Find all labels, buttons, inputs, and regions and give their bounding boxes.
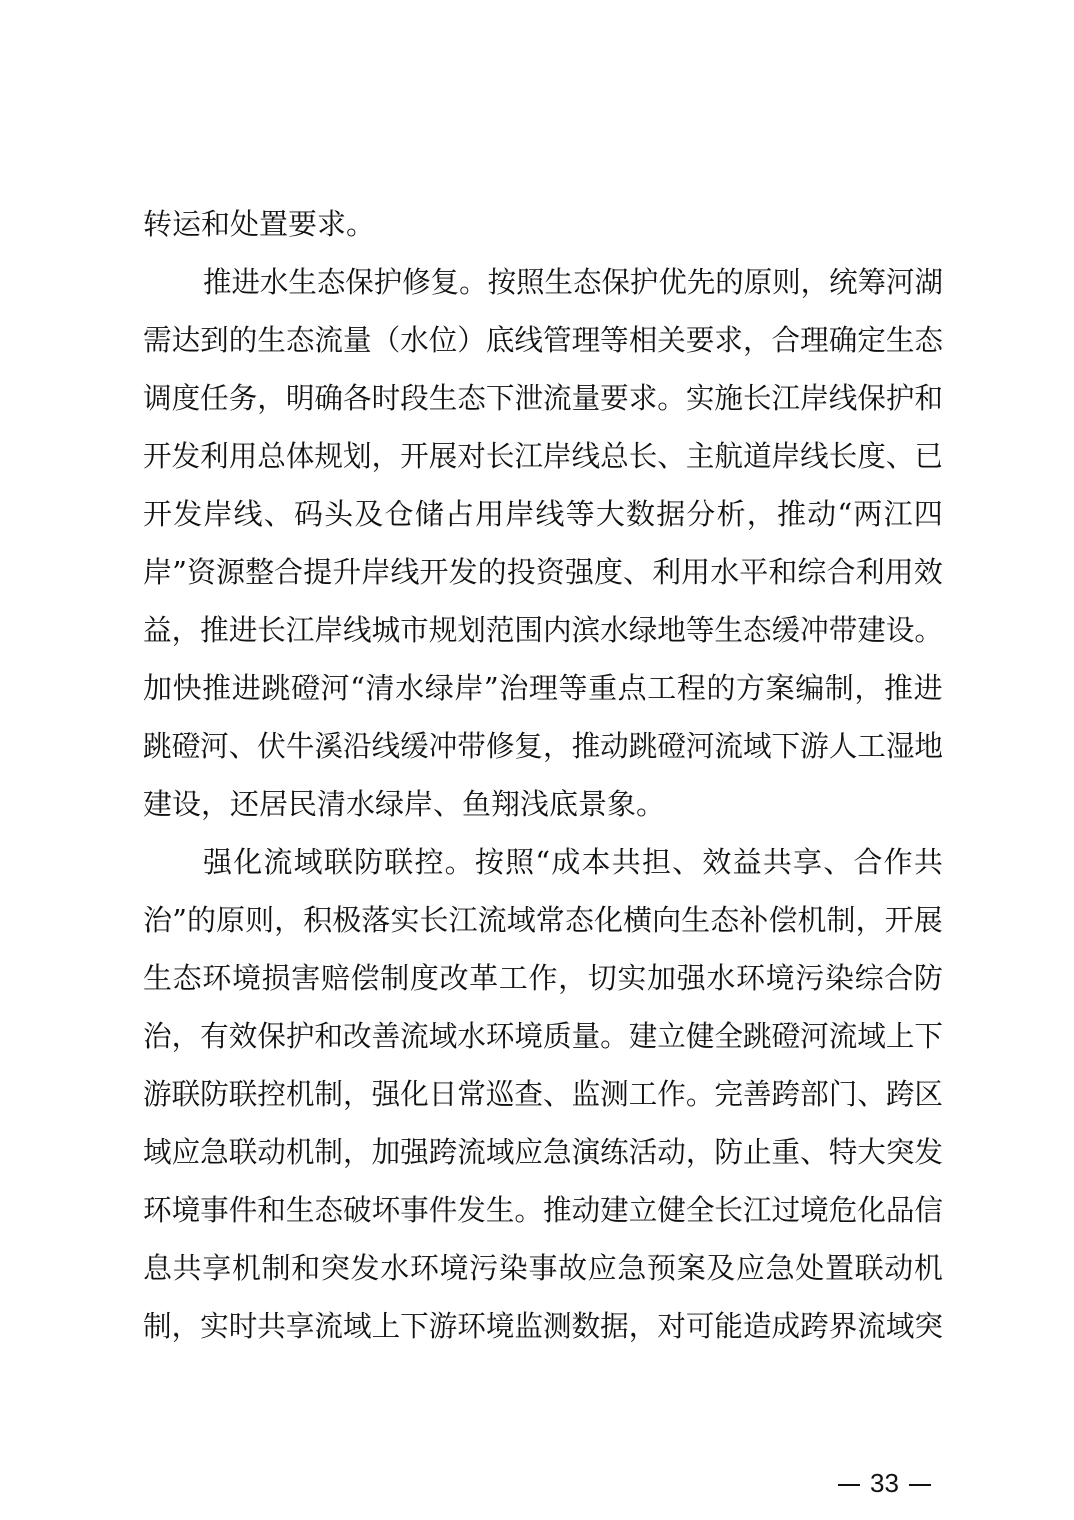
text-line: 开发岸线、码头及仓储占用岸线等大数据分析，推动“两江四 bbox=[143, 497, 944, 531]
page-number-dash-right bbox=[909, 1484, 931, 1486]
page-number-dash-left bbox=[838, 1484, 860, 1486]
text-line: 治，有效保护和改善流域水环境质量。建立健全跳磴河流域上下 bbox=[143, 1019, 943, 1053]
text-line: 调度任务，明确各时段生态下泄流量要求。实施长江岸线保护和 bbox=[143, 381, 943, 415]
text-line: 开发利用总体规划，开展对长江岸线总长、主航道岸线长度、已 bbox=[143, 439, 943, 473]
text-line: 岸”资源整合提升岸线开发的投资强度、利用水平和综合利用效 bbox=[143, 555, 943, 589]
text-line: 加快推进跳磴河“清水绿岸”治理等重点工程的方案编制，推进 bbox=[143, 671, 944, 705]
text-line: 域应急联动机制，加强跨流域应急演练活动，防止重、特大突发 bbox=[143, 1135, 943, 1169]
page-number bbox=[838, 1463, 948, 1503]
text-line: 转运和处置要求。 bbox=[143, 207, 376, 241]
text-line: 息共享机制和突发水环境污染事故应急预案及应急处置联动机 bbox=[143, 1251, 944, 1285]
section-heading-line: 强化流域联防联控。按照“成本共担、效益共享、合作共 bbox=[203, 845, 945, 879]
page-number-value: 33 bbox=[870, 1468, 899, 1498]
text-line: 治”的原则，积极落实长江流域常态化横向生态补偿机制，开展 bbox=[143, 903, 943, 937]
text-line: 需达到的生态流量（水位）底线管理等相关要求，合理确定生态 bbox=[143, 323, 943, 357]
text-line: 环境事件和生态破坏事件发生。推动建立健全长江过境危化品信 bbox=[143, 1193, 943, 1227]
text-line: 游联防联控机制，强化日常巡查、监测工作。完善跨部门、跨区 bbox=[143, 1077, 943, 1111]
section-heading-line: 推进水生态保护修复。按照生态保护优先的原则，统筹河湖 bbox=[203, 265, 943, 299]
text-line: 生态环境损害赔偿制度改革工作，切实加强水环境污染综合防 bbox=[143, 961, 944, 995]
text-line: 制，实时共享流域上下游环境监测数据，对可能造成跨界流域突 bbox=[143, 1309, 943, 1343]
text-line: 益，推进长江岸线城市规划范围内滨水绿地等生态缓冲带建设。 bbox=[143, 613, 943, 647]
text-line: 建设，还居民清水绿岸、鱼翔浅底景象。 bbox=[143, 787, 666, 821]
text-line: 跳磴河、伏牛溪沿线缓冲带修复，推动跳磴河流域下游人工湿地 bbox=[143, 729, 943, 763]
